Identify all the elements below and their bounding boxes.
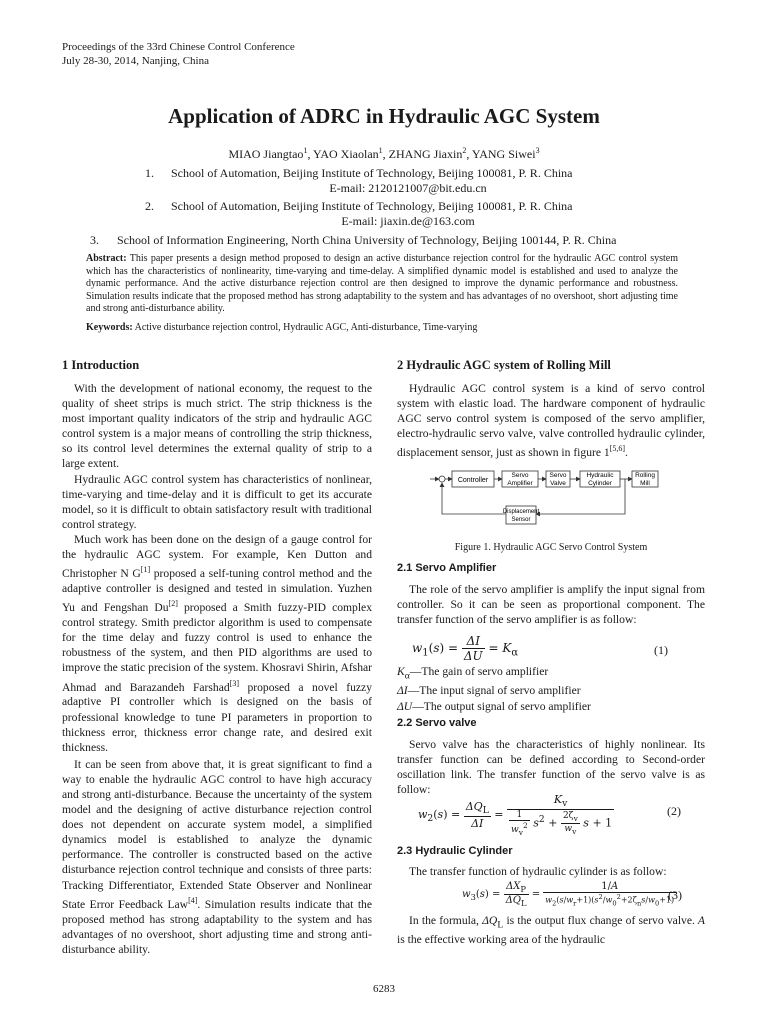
affiliation-3: 3. School of Information Engineering, North China University of Technology, Beijing 100144, P. R. China xyxy=(90,233,617,247)
equation-number: (3) xyxy=(668,888,682,902)
conference-name: Proceedings of the 33rd Chinese Control Conference xyxy=(62,41,295,53)
subsection-servo-amplifier: 2.1 Servo Amplifier xyxy=(397,562,497,574)
email: E-mail: jiaxin.de@163.com xyxy=(341,214,475,228)
figure-caption: Figure 1. Hydraulic AGC Servo Control System xyxy=(454,542,648,553)
section-heading-introduction: 1 Introduction xyxy=(62,358,140,372)
svg-text:Servo: Servo xyxy=(549,472,567,479)
introduction-body xyxy=(62,381,372,957)
section-heading-hydraulic-agc: 2 Hydraulic AGC system of Rolling Mill xyxy=(397,358,611,372)
author: YAO Xiaolan xyxy=(313,147,379,161)
subsection-servo-valve: 2.2 Servo valve xyxy=(397,717,477,729)
formula-explanation: In the formula, $\Delta Q_L$ is the output flux change of servo valve. A is the effective working area of the hydraulic xyxy=(397,914,705,947)
svg-text:Rolling: Rolling xyxy=(635,472,655,479)
conference-date: July 28-30, 2014, Nanjing, China xyxy=(62,55,209,67)
subsection-hydraulic-cylinder: 2.3 Hydraulic Cylinder xyxy=(397,845,513,857)
paragraph: Much work has been done on the design of a gauge control for the hydraulic AGC system. For example, Ken Dutton and Christopher N G[1] proposed a self-tuning control method and the adaptive controller is designed and tested in simulation. Yuzhen Yu and Fengshan Du[2] proposed a Smith fuzzy-PID complex control strategy. Smith predictor algorithm is used to compensate for the time delay and fuzzy control is used to enhance the robustness of the system, and then PID algorithms are used to improve the static precision of the system. Khosravi Shirin, Afshar Ahmad and Barazandeh Farshad[3] proposed a novel fuzzy adaptive PI controller which is designed on the basis of professional knowledge to tune PI parameters in proportion to thickness error, thickness error change rate, and desired exit thickness. xyxy=(62,532,372,754)
definition-item: $K_\alpha—The$ gain of servo amplifier xyxy=(397,665,549,682)
servo-amplifier-text: The role of the servo amplifier is amplify the input signal from controller. So it can be seen as proportional component. The transfer function of the servo amplifier is as follow: xyxy=(397,583,705,627)
paragraph: Hydraulic AGC control system has characteristics of nonlinear, time-varying and time-delay and it is difficult to get its accurate model, so it is difficult to obtain satisfactory result with traditional control strategy. xyxy=(62,472,372,531)
keywords: Keywords: Active disturbance rejection control, Hydraulic AGC, Anti-disturbance, Time-varying xyxy=(86,322,478,333)
servo-valve-text: Servo valve has the characteristics of highly nonlinear. Its transfer function can be defined according to Second-order oscillation link. The transfer function of the servo valve is as follow: xyxy=(397,738,705,797)
equation-2: $w_2(s)$ = $\frac{\Delta Q_L}{\Delta I}$ = $K_v$ $\frac{1}{w_v^2}$ $s^2$ + $\frac{2\zeta_v}{w_v}$ s + 1 xyxy=(418,793,613,837)
author: YANG Siwei xyxy=(471,147,536,161)
author: ZHANG Jiaxin xyxy=(388,147,463,161)
page-number: 6283 xyxy=(373,983,395,995)
svg-text:Hydraulic: Hydraulic xyxy=(586,472,614,479)
equation-3: $w_3(s)$ = $\frac{\Delta X_P}{\Delta Q_L}$ = $\frac{1/A}{w_2(s/w_r+1)(s^2/w_0^2+2\zeta_ns/w_0+1)}$ xyxy=(462,881,675,908)
equation-number: (2) xyxy=(667,804,681,818)
block-diagram-figure xyxy=(430,466,670,528)
svg-text:Cylinder: Cylinder xyxy=(588,480,612,487)
paragraph: With the development of national economy, the request to the quality of sheet strips is much strict. The strip thickness is the most important quality indicators of the strip and hydraulic AGC control system is a major means of controlling the strip thickness, so its control level determines the external quality of strip to a large extent. xyxy=(62,382,372,471)
controller-label: Controller xyxy=(457,477,489,484)
affiliation-2: 2. School of Automation, Beijing Institute of Technology, Beijing 100081, P. R. China E-mail: jiaxin.de@163.com xyxy=(145,199,645,229)
equation-number: (1) xyxy=(654,643,668,657)
author-list: MIAO Jiangtao$^1$, YAO Xiaolan$^1$, ZHANG Jiaxin$^2$, YANG Siwei$^3$ xyxy=(228,146,540,161)
equation-1: $w_1(s)$ = $\frac{\Delta I}{\Delta U}$ = $K_\alpha$ xyxy=(412,634,519,663)
svg-text:Sensor: Sensor xyxy=(511,517,531,523)
paragraph: It can be seen from above that, it is great significant to find a way to enable the hydraulic AGC control to have high accuracy and strong anti-disturbance. Because the uncertainty of the system model and the designing of active disturbance rejection control does not dependent on accurate system model, a simplified dynamics model is established to analyze the dynamic performance. The controller is constructed based on the active disturbance rejection control technique and consists of three parts: Tracking Differentiator, Extended State Observer and Nonlinear State Error Feedback Law[4]. Simulation results indicate that the proposed method has strong adaptability to the system and has advantages of no overshoot, short adjusting time and strong anti-disturbance ability. xyxy=(62,757,372,956)
definition-item: ΔI—The input signal of servo amplifier xyxy=(397,684,581,698)
affiliation-1: 1. School of Automation, Beijing Institute of Technology, Beijing 100081, P. R. China E-mail: 2120121007@bit.edu.cn xyxy=(145,166,645,196)
author: MIAO Jiangtao xyxy=(228,147,304,161)
paper-title: Application of ADRC in Hydraulic AGC System xyxy=(168,104,600,128)
svg-text:Mill: Mill xyxy=(640,480,650,487)
abstract: Abstract: This paper presents a design method proposed to design an active disturbance rejection control for the hydraulic AGC control system which has the characteristics of nonlinearity, time-varying and time-delay. A simplified dynamic model is established and used to analyze the dynamic performance. And the active disturbance rejection control are then designed to improve the dynamic performance and robustness. Simulation results indicate that the proposed method has strong adaptability to the system and has advantages of no overshoot, short adjusting time and strong anti-disturbance ability. xyxy=(86,253,678,315)
svg-text:Valve: Valve xyxy=(550,480,566,487)
definition-item: ΔU—The output signal of servo amplifier xyxy=(397,699,591,713)
summing-junction xyxy=(439,476,445,482)
hydraulic-cylinder-text: The transfer function of hydraulic cylinder is as follow: xyxy=(409,865,667,878)
symbol-definitions xyxy=(397,664,705,714)
section-2-intro: Hydraulic AGC control system is a kind of servo control system with elastic load. The hardware component of hydraulic AGC servo control system is composed of the servo amplifier, electro-hydraulic servo valve, valve controlled hydraulic cylinder, displacement sensor, just as shown in figure 1[5,6]. xyxy=(397,382,705,460)
svg-text:Servo: Servo xyxy=(511,472,529,479)
email: E-mail: 2120121007@bit.edu.cn xyxy=(329,181,487,195)
svg-text:Displacement: Displacement xyxy=(502,509,540,515)
svg-text:Amplifier: Amplifier xyxy=(507,480,533,487)
